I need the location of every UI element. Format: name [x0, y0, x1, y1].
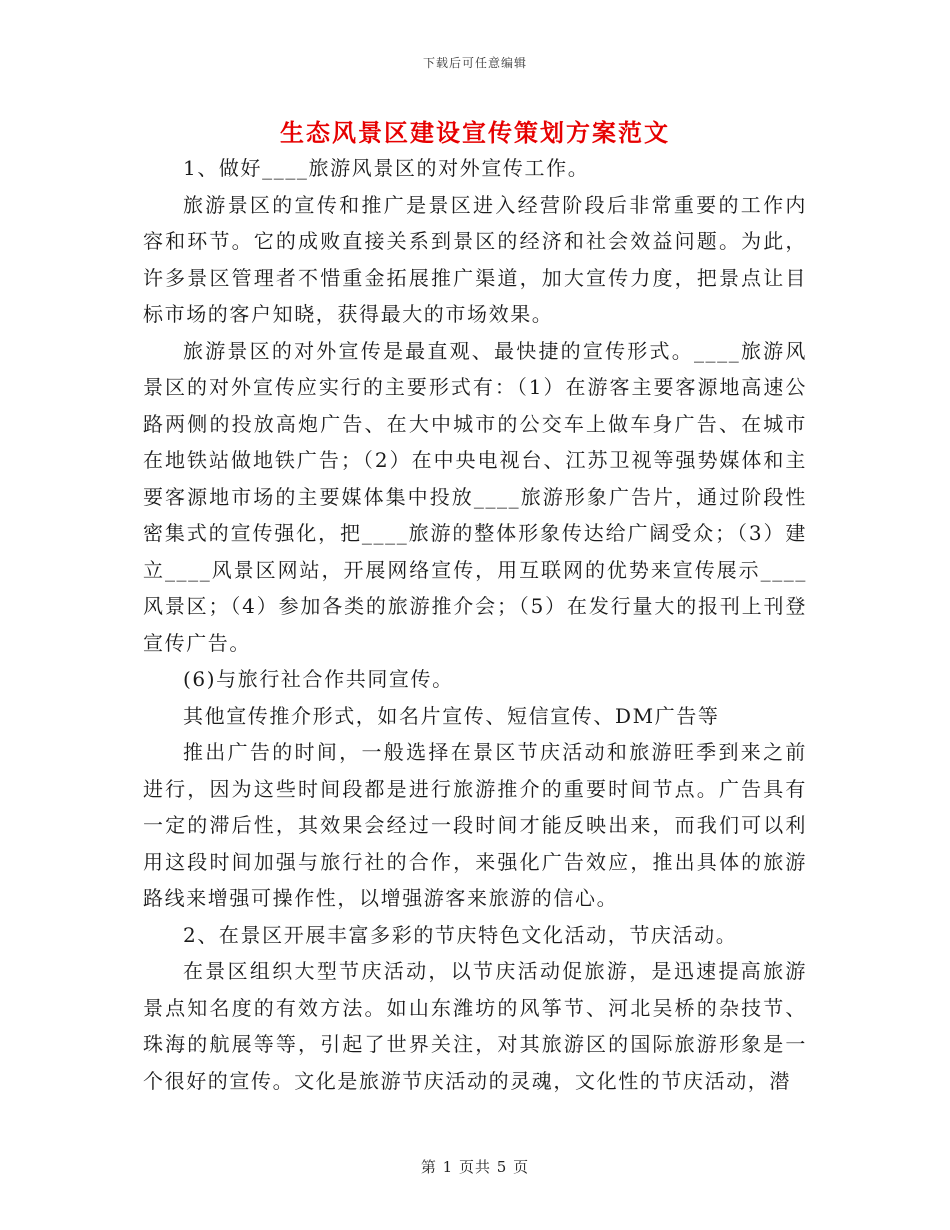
paragraph-other-forms: 其他宣传推介形式，如名片宣传、短信宣传、DM广告等 [183, 703, 720, 728]
page-number-footer: 第 1 页共 5 页 [420, 1158, 530, 1176]
paragraph-promotion-importance: 旅游景区的宣传和推广是景区进入经营阶段后非常重要的工作内容和环节。它的成败直接关系到景区的经济和社会效益问题。为此，许多景区管理者不惜重金拓展推广渠道，加大宣传力度，把景点让目标市场的客户知晓，获得最大的市场效果。 [143, 192, 807, 326]
paragraph-section-2-heading: 2、在景区开展丰富多彩的节庆特色文化活动，节庆活动。 [183, 922, 738, 947]
page-header-note: 下载后可任意编辑 [422, 56, 527, 70]
paragraph-travel-agency: (6)与旅行社合作共同宣传。 [183, 667, 454, 691]
document-title: 生态风景区建设宣传策划方案范文 [280, 118, 670, 147]
paragraph-festival-activities: 在景区组织大型节庆活动，以节庆活动促旅游，是迅速提高旅游景点知名度的有效方法。如山东潍坊的风筝节、河北吴桥的杂技节、珠海的航展等等，引起了世界关注，对其旅游区的国际旅游形象是一个很好的宣传。文化是旅游节庆活动的灵魂，文化性的节庆活动，潜 [143, 959, 807, 1093]
paragraph-ad-timing: 推出广告的时间，一般选择在景区节庆活动和旅游旺季到来之前进行，因为这些时间段都是进行旅游推介的重要时间节点。广告具有一定的滞后性，其效果会经过一段时间才能反映出来，而我们可以利用这段时间加强与旅行社的合作，来强化广告效应，推出具体的旅游路线来增强可操作性，以增强游客来旅游的信心。 [143, 740, 807, 910]
paragraph-promotion-forms: 旅游景区的对外宣传是最直观、最快捷的宣传形式。____旅游风景区的对外宣传应实行的主要形式有：（1）在游客主要客源地高速公路两侧的投放高炮广告、在大中城市的公交车上做车身广告、在城市在地铁站做地铁广告；（2）在中央电视台、江苏卫视等强势媒体和主要客源地市场的主要媒体集中投放____旅游形象广告片，通过阶段性密集式的宣传强化，把____旅游的整体形象传达给广阔受众；（3）建立____风景区网站，开展网络宣传，用互联网的优势来宣传展示____风景区；（4）参加各类的旅游推介会；（5）在发行量大的报刊上刊登宣传广告。 [143, 338, 807, 655]
paragraph-section-1-heading: 1、做好____旅游风景区的对外宣传工作。 [183, 156, 590, 180]
document-body [143, 150, 807, 1099]
